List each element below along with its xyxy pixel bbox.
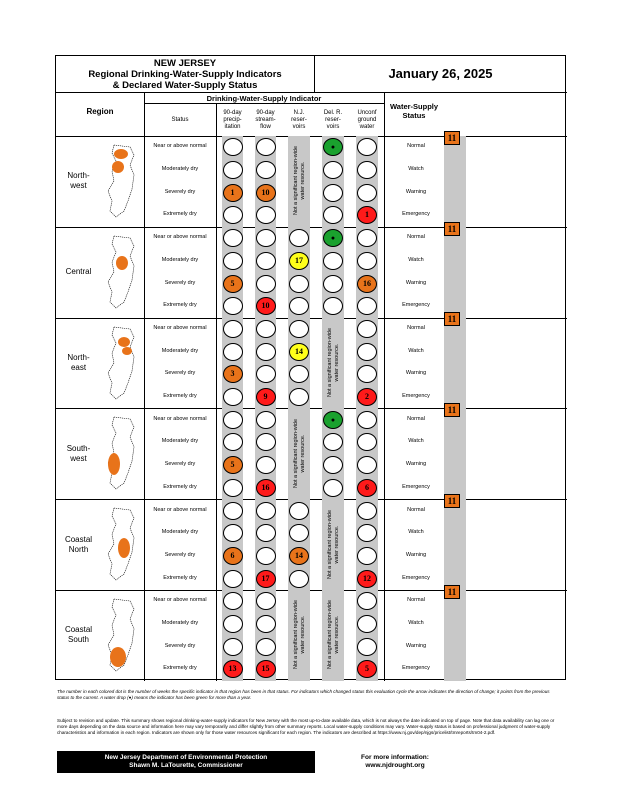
precip-header bbox=[216, 110, 249, 131]
precip-header-line: precip- bbox=[223, 117, 242, 123]
wss-level-label: Warning bbox=[405, 642, 427, 649]
dep-line-1: New Jersey Department of Environmental Protection bbox=[104, 754, 268, 761]
status-level-label: Extremely dry bbox=[163, 483, 197, 490]
streamflow-header-line: 90-day bbox=[256, 110, 275, 116]
stream-indicator-dot bbox=[256, 343, 276, 361]
wss-level-label: Watch bbox=[408, 529, 424, 536]
region-name-line: South bbox=[68, 635, 89, 645]
precip-indicator-dot bbox=[223, 592, 243, 610]
precip-indicator-dot: 5 bbox=[223, 275, 243, 293]
status-level-label: Moderately dry bbox=[161, 438, 199, 445]
del-indicator-dot bbox=[323, 184, 343, 202]
gw-indicator-dot bbox=[357, 615, 377, 633]
precip-indicator-dot bbox=[223, 252, 243, 270]
status-level-label: Severely dry bbox=[164, 642, 196, 649]
water-supply-status-header bbox=[384, 102, 444, 120]
disclaimer: Subject to revision and update. This summary shows regional drinking-water-supply indicators for New Jersey with the most up-to-date available data, which is not always the date indicated on top of page. Note that data availability can lag one or more days depending on the data source and information here may vary temporarily and differ slightly from other summary reports. Local water-supply conditions may vary. Water-supply status is based on professional judgment of water-supply characteristics and information in each region. Indicators are shown only for those water resources significant for each region. The indicators are described at https://www.nj.gov/dep/njgs/pricelist/tmreports/tm04-2.pdf. bbox=[57, 718, 555, 735]
stream-indicator-dot: 16 bbox=[256, 479, 276, 497]
streamflow-header-line: stream- bbox=[255, 117, 276, 123]
wss-level-label: Emergency bbox=[402, 302, 430, 309]
groundwater-header bbox=[350, 110, 384, 131]
region-name-line: North bbox=[68, 544, 89, 554]
gw-indicator-dot: 6 bbox=[357, 479, 377, 497]
title-line-1: NEW JERSEY bbox=[153, 58, 217, 69]
groundwater-header-line: Unconf bbox=[357, 110, 377, 116]
more-info bbox=[330, 754, 460, 770]
status-header: Status bbox=[171, 117, 189, 123]
precip-indicator-dot bbox=[223, 343, 243, 361]
nj-indicator-dot bbox=[289, 502, 309, 520]
region-name-line: west bbox=[70, 181, 87, 191]
region-map-icon bbox=[104, 141, 140, 221]
del-indicator-dot bbox=[323, 275, 343, 293]
title-line-3: & Declared Water-Supply Status bbox=[112, 80, 258, 91]
region-name-line: Coastal bbox=[64, 625, 93, 635]
nj-res-header-line: N.J. bbox=[293, 110, 305, 116]
nj-indicator-dot bbox=[289, 570, 309, 588]
title-line-2: Regional Drinking-Water-Supply Indicators bbox=[88, 69, 282, 80]
status-level-label: Moderately dry bbox=[161, 620, 199, 627]
del-res-header-line: Del. R. bbox=[323, 110, 343, 116]
indicator-table bbox=[55, 55, 566, 680]
region-highlight bbox=[112, 161, 124, 173]
not-significant-note bbox=[326, 503, 339, 586]
wss-level-label: Emergency bbox=[402, 393, 430, 400]
not-significant-line: Not a significant region-wide bbox=[326, 327, 333, 398]
status-level-label: Moderately dry bbox=[161, 347, 199, 354]
region-name-line: North- bbox=[67, 353, 90, 362]
status-badge: 11 bbox=[444, 494, 460, 508]
groundwater-header-line: water bbox=[359, 124, 375, 130]
status-level-label: Moderately dry bbox=[161, 529, 199, 536]
wss-level-label: Watch bbox=[408, 620, 424, 627]
indicator-group-header: Drinking-Water-Supply Indicator bbox=[206, 94, 322, 103]
status-level-label: Severely dry bbox=[164, 188, 196, 195]
not-significant-line: Not a significant region-wide bbox=[292, 418, 299, 488]
not-significant-line: water resource. bbox=[298, 434, 305, 473]
gw-indicator-dot: 1 bbox=[357, 206, 377, 224]
precip-indicator-dot bbox=[223, 320, 243, 338]
stream-indicator-dot bbox=[256, 592, 276, 610]
stream-indicator-dot bbox=[256, 547, 276, 565]
status-level-label: Near or above normal bbox=[153, 324, 207, 331]
stream-indicator-dot bbox=[256, 365, 276, 383]
status-badge: 11 bbox=[444, 403, 460, 417]
status-level-label: Extremely dry bbox=[163, 665, 197, 672]
wss-level-label: Normal bbox=[407, 506, 425, 513]
nj-indicator-dot: 17 bbox=[289, 252, 309, 270]
del-reservoirs-header bbox=[316, 110, 350, 131]
gw-indicator-dot bbox=[357, 547, 377, 565]
status-level-label: Extremely dry bbox=[163, 211, 197, 218]
stream-indicator-dot bbox=[256, 456, 276, 474]
wss-level-label: Warning bbox=[405, 188, 427, 195]
gw-indicator-dot: 5 bbox=[357, 660, 377, 678]
stream-indicator-dot bbox=[256, 524, 276, 542]
nj-res-header-line: reser- bbox=[291, 117, 307, 123]
status-level-label: Extremely dry bbox=[163, 393, 197, 400]
precip-indicator-dot: 13 bbox=[223, 660, 243, 678]
status-badge: 11 bbox=[444, 312, 460, 326]
wss-level-label: Emergency bbox=[402, 665, 430, 672]
not-significant-line: Not a significant region-wide bbox=[326, 509, 333, 579]
region-map-icon bbox=[104, 413, 140, 493]
gw-indicator-dot bbox=[357, 343, 377, 361]
region-name-line: South- bbox=[66, 443, 91, 453]
precip-header-line: 90-day bbox=[223, 110, 242, 116]
wss-header-line: Status bbox=[402, 111, 426, 120]
wss-level-label: Emergency bbox=[402, 211, 430, 218]
not-significant-line: water resource. bbox=[298, 615, 305, 654]
status-level-label: Severely dry bbox=[164, 370, 196, 377]
precip-indicator-dot bbox=[223, 229, 243, 247]
precip-indicator-dot bbox=[223, 638, 243, 656]
stream-indicator-dot bbox=[256, 638, 276, 656]
wss-level-label: Emergency bbox=[402, 483, 430, 490]
status-level-label: Severely dry bbox=[164, 551, 196, 558]
wss-level-label: Warning bbox=[405, 551, 427, 558]
not-significant-line: Not a significant region-wide bbox=[292, 146, 299, 216]
region-highlight bbox=[116, 256, 128, 270]
gw-indicator-dot bbox=[357, 411, 377, 429]
wss-level-label: Normal bbox=[407, 143, 425, 150]
precip-indicator-dot bbox=[223, 570, 243, 588]
groundwater-header-line: ground bbox=[357, 117, 377, 123]
wss-header-line: Water-Supply bbox=[389, 102, 439, 111]
region-highlight bbox=[118, 538, 130, 558]
not-significant-note bbox=[326, 593, 339, 676]
not-significant-line: Not a significant region-wide bbox=[326, 600, 333, 670]
region-header: Region bbox=[86, 107, 114, 116]
region-name bbox=[56, 353, 101, 373]
status-level-label: Extremely dry bbox=[163, 574, 197, 581]
region-highlight bbox=[108, 453, 120, 475]
region-name bbox=[56, 535, 101, 555]
nj-indicator-dot bbox=[289, 388, 309, 406]
region-name bbox=[56, 267, 101, 277]
del-indicator-dot bbox=[323, 252, 343, 270]
region-map-icon bbox=[104, 323, 140, 403]
wss-level-label: Normal bbox=[407, 415, 425, 422]
nj-indicator-dot: 14 bbox=[289, 547, 309, 565]
stream-indicator-dot bbox=[256, 275, 276, 293]
stream-indicator-dot bbox=[256, 320, 276, 338]
stream-indicator-dot bbox=[256, 138, 276, 156]
region-name-line: east bbox=[70, 363, 87, 372]
region-name bbox=[56, 171, 101, 191]
gw-indicator-dot bbox=[357, 638, 377, 656]
not-significant-note bbox=[292, 412, 305, 495]
del-indicator-dot: ● bbox=[323, 138, 343, 156]
not-significant-note bbox=[292, 593, 305, 676]
precip-indicator-dot bbox=[223, 297, 243, 315]
precip-indicator-dot bbox=[223, 388, 243, 406]
not-significant-line: water resource. bbox=[298, 161, 305, 200]
gw-indicator-dot: 16 bbox=[357, 275, 377, 293]
del-res-header-line: voirs bbox=[326, 124, 340, 130]
dep-banner bbox=[57, 751, 315, 773]
not-significant-line: water resource. bbox=[332, 525, 339, 564]
not-significant-line: water resource. bbox=[332, 615, 339, 654]
precip-header-line: itation bbox=[224, 124, 241, 130]
precip-indicator-dot: 1 bbox=[223, 184, 243, 202]
status-level-label: Near or above normal bbox=[153, 506, 207, 513]
region-map-icon bbox=[104, 504, 140, 584]
report-date: January 26, 2025 bbox=[388, 66, 493, 81]
more-info-label: For more information: bbox=[361, 754, 429, 761]
stream-indicator-dot bbox=[256, 615, 276, 633]
precip-indicator-dot bbox=[223, 138, 243, 156]
precip-indicator-dot: 3 bbox=[223, 365, 243, 383]
stream-indicator-dot: 15 bbox=[256, 660, 276, 678]
not-significant-line: Not a significant region-wide bbox=[292, 600, 299, 670]
nj-indicator-dot bbox=[289, 275, 309, 293]
region-highlight bbox=[122, 347, 132, 355]
wss-level-label: Watch bbox=[408, 347, 424, 354]
gw-indicator-dot bbox=[357, 184, 377, 202]
nj-res-header-line: voirs bbox=[292, 124, 306, 130]
status-level-label: Moderately dry bbox=[161, 256, 199, 263]
dep-line-2: Shawn M. LaTourette, Commissioner bbox=[129, 762, 243, 769]
streamflow-header-line: flow bbox=[260, 124, 271, 130]
status-level-label: Near or above normal bbox=[153, 597, 207, 604]
page-title bbox=[56, 56, 314, 92]
region-highlight bbox=[110, 647, 126, 667]
wss-level-label: Warning bbox=[405, 461, 427, 468]
stream-indicator-dot bbox=[256, 502, 276, 520]
precip-indicator-dot bbox=[223, 524, 243, 542]
more-info-link[interactable]: www.njdrought.org bbox=[365, 762, 425, 769]
stream-indicator-dot bbox=[256, 433, 276, 451]
status-level-label: Near or above normal bbox=[153, 234, 207, 241]
region-map-icon bbox=[104, 595, 140, 675]
nj-reservoirs-header bbox=[282, 110, 316, 131]
precip-indicator-dot bbox=[223, 502, 243, 520]
del-indicator-dot: ● bbox=[323, 411, 343, 429]
region-name bbox=[56, 444, 101, 464]
gw-indicator-dot bbox=[357, 161, 377, 179]
stream-indicator-dot bbox=[256, 252, 276, 270]
status-level-label: Near or above normal bbox=[153, 415, 207, 422]
wss-level-label: Normal bbox=[407, 597, 425, 604]
wss-level-label: Warning bbox=[405, 370, 427, 377]
wss-level-label: Watch bbox=[408, 256, 424, 263]
stream-indicator-dot: 17 bbox=[256, 570, 276, 588]
stream-indicator-dot bbox=[256, 161, 276, 179]
gw-indicator-dot bbox=[357, 252, 377, 270]
region-name-line: west bbox=[70, 453, 87, 463]
wss-level-label: Normal bbox=[407, 324, 425, 331]
status-badge: 11 bbox=[444, 585, 460, 599]
gw-indicator-dot bbox=[357, 502, 377, 520]
region-name-line: Central bbox=[65, 267, 92, 277]
precip-indicator-dot bbox=[223, 479, 243, 497]
footnote: The number in each colored dot is the number of weeks the specific indicator in that region has been in that status. For indicators which changed status this evaluation cycle the arrow indicates the direction of change; it points from the previous status to the current. A water drop (●) means the indicator has been green for more than a year. bbox=[57, 689, 550, 700]
region-highlight bbox=[114, 149, 128, 159]
gw-indicator-dot: 2 bbox=[357, 388, 377, 406]
stream-indicator-dot bbox=[256, 411, 276, 429]
status-badge: 11 bbox=[444, 222, 460, 236]
nj-indicator-dot: 14 bbox=[289, 343, 309, 361]
status-level-label: Severely dry bbox=[164, 461, 196, 468]
wss-level-label: Normal bbox=[407, 234, 425, 241]
status-level-label: Near or above normal bbox=[153, 143, 207, 150]
not-significant-line: water resource. bbox=[332, 343, 339, 382]
precip-indicator-dot bbox=[223, 433, 243, 451]
stream-indicator-dot: 10 bbox=[256, 297, 276, 315]
stream-indicator-dot bbox=[256, 229, 276, 247]
del-indicator-dot bbox=[323, 161, 343, 179]
region-highlight bbox=[118, 337, 130, 347]
stream-indicator-dot: 9 bbox=[256, 388, 276, 406]
status-badge: 11 bbox=[444, 131, 460, 145]
not-significant-note bbox=[326, 321, 339, 404]
del-indicator-dot: ● bbox=[323, 229, 343, 247]
region-map-icon bbox=[104, 232, 140, 312]
gw-indicator-dot bbox=[357, 320, 377, 338]
status-level-label: Moderately dry bbox=[161, 166, 199, 173]
region-name-line: Coastal bbox=[64, 534, 93, 544]
gw-indicator-dot: 12 bbox=[357, 570, 377, 588]
precip-indicator-dot bbox=[223, 161, 243, 179]
precip-indicator-dot: 6 bbox=[223, 547, 243, 565]
status-level-label: Severely dry bbox=[164, 279, 196, 286]
precip-indicator-dot bbox=[223, 411, 243, 429]
del-res-header-line: reser- bbox=[325, 117, 341, 123]
region-name-line: North- bbox=[67, 171, 90, 181]
stream-indicator-dot: 10 bbox=[256, 184, 276, 202]
wss-level-label: Emergency bbox=[402, 574, 430, 581]
wss-level-label: Watch bbox=[408, 166, 424, 173]
nj-indicator-dot bbox=[289, 320, 309, 338]
stream-indicator-dot bbox=[256, 206, 276, 224]
not-significant-note bbox=[292, 139, 305, 222]
wss-level-label: Warning bbox=[405, 279, 427, 286]
precip-indicator-dot bbox=[223, 206, 243, 224]
status-level-label: Extremely dry bbox=[163, 302, 197, 309]
precip-indicator-dot bbox=[223, 615, 243, 633]
region-name bbox=[56, 625, 101, 645]
streamflow-header bbox=[249, 110, 282, 131]
del-indicator-dot bbox=[323, 479, 343, 497]
wss-level-label: Watch bbox=[408, 438, 424, 445]
precip-indicator-dot: 5 bbox=[223, 456, 243, 474]
